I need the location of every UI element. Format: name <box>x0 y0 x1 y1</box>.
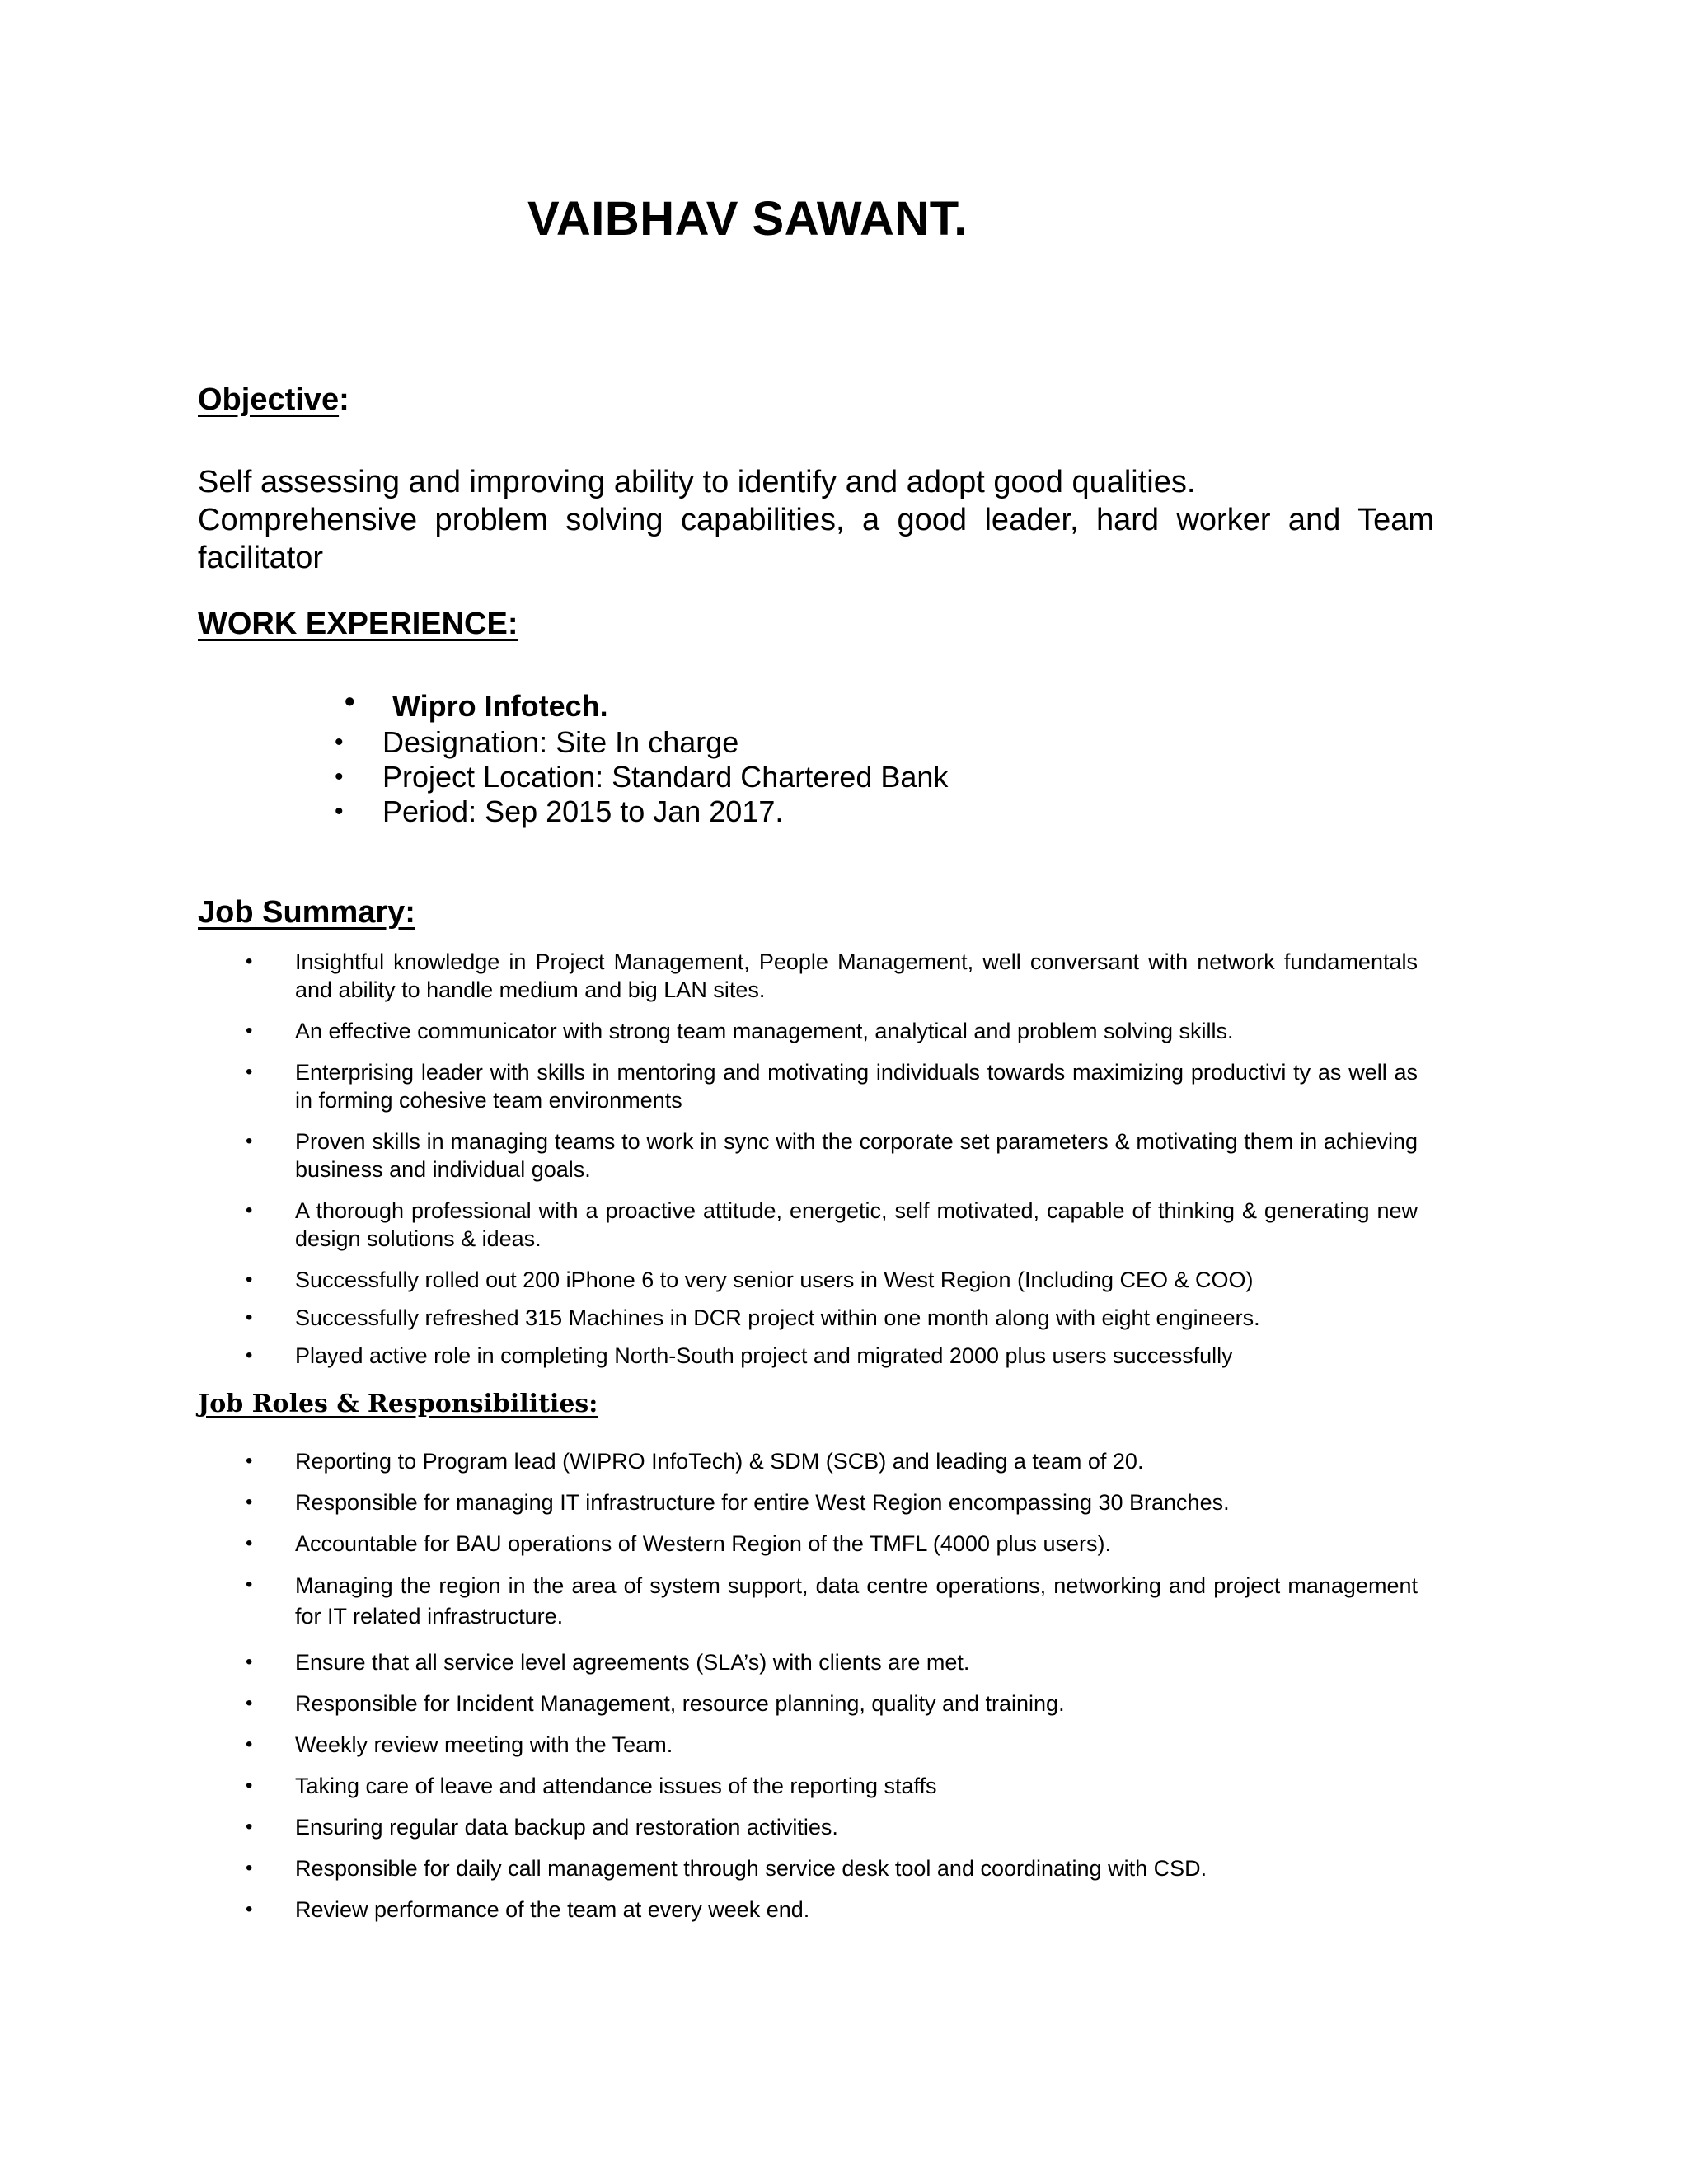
list-item <box>239 1447 1418 1475</box>
list-item <box>330 794 1154 829</box>
list-item <box>239 1304 1418 1332</box>
list-item <box>239 948 1418 1004</box>
bullet-icon: • <box>246 1450 253 1472</box>
list-item <box>330 684 1154 724</box>
list-item-text: Reporting to Program lead (WIPRO InfoTech) & SDM (SCB) and leading a team of 20. <box>295 1449 1144 1474</box>
bullet-icon: • <box>246 1130 253 1152</box>
job-summary-heading-label: Job Summary: <box>198 895 415 930</box>
list-item <box>239 1266 1418 1294</box>
job-summary-heading <box>198 895 415 930</box>
project-location: Project Location: Standard Chartered Bank <box>382 760 949 794</box>
objective-heading-label: Objective <box>198 382 340 417</box>
bullet-icon: • <box>246 950 253 972</box>
list-item-text: Enterprising leader with skills in mentoring and motivating individuals towards maximizing productivi ty as well as in forming cohesive team environments <box>295 1060 1418 1113</box>
bullet-icon: • <box>246 1061 253 1083</box>
bullet-icon: • <box>335 763 344 790</box>
list-item <box>239 1813 1418 1841</box>
objective-heading-colon: : <box>339 382 349 417</box>
list-item <box>239 1648 1418 1676</box>
designation: Designation: Site In charge <box>382 725 739 759</box>
list-item <box>239 1197 1418 1253</box>
list-item <box>239 1731 1418 1759</box>
bullet-icon: • <box>246 1199 253 1221</box>
list-item <box>239 1896 1418 1924</box>
list-item-text: Responsible for daily call management through service desk tool and coordinating with CSD. <box>295 1856 1207 1881</box>
bullet-icon: • <box>246 1344 253 1366</box>
list-item <box>330 760 1154 794</box>
list-item <box>239 1058 1418 1114</box>
objective-text <box>198 463 1434 577</box>
list-item-text: Successfully refreshed 315 Machines in DCR project within one month along with eight engineers. <box>295 1305 1260 1330</box>
bullet-icon: • <box>335 729 344 756</box>
list-item-text: Accountable for BAU operations of Western Region of the TMFL (4000 plus users). <box>295 1531 1112 1556</box>
objective-line-3: facilitator <box>198 541 324 575</box>
list-item-text: An effective communicator with strong team management, analytical and problem solving skills. <box>295 1019 1234 1043</box>
list-item <box>330 725 1154 760</box>
list-item-text: Responsible for Incident Management, resource planning, quality and training. <box>295 1691 1065 1716</box>
list-item-text: Review performance of the team at every week end. <box>295 1897 810 1922</box>
bullet-icon: • <box>246 1816 253 1838</box>
objective-heading <box>198 382 349 418</box>
bullet-icon: • <box>345 684 355 718</box>
bullet-icon: • <box>246 1306 253 1329</box>
list-item <box>239 1127 1418 1183</box>
bullet-icon: • <box>246 1898 253 1920</box>
list-item-text: Weekly review meeting with the Team. <box>295 1732 673 1757</box>
bullet-icon: • <box>246 1857 253 1879</box>
list-item <box>239 1772 1418 1800</box>
work-experience-heading-label: WORK EXPERIENCE: <box>198 607 518 641</box>
list-item-text: Managing the region in the area of system support, data centre operations, networking and project management for IT related infrastructure. <box>295 1573 1418 1629</box>
bullet-icon: • <box>246 1573 253 1596</box>
candidate-name: VAIBHAV SAWANT. <box>528 192 968 246</box>
list-item-text: Taking care of leave and attendance issues of the reporting staffs <box>295 1774 937 1798</box>
period: Period: Sep 2015 to Jan 2017. <box>382 794 784 828</box>
bullet-icon: • <box>246 1774 253 1797</box>
job-roles-list <box>239 1447 1418 1937</box>
bullet-icon: • <box>246 1532 253 1554</box>
bullet-icon: • <box>246 1692 253 1714</box>
work-experience-list <box>330 684 1154 829</box>
list-item <box>239 1854 1418 1882</box>
list-item-text: Proven skills in managing teams to work in sync with the corporate set parameters & motivating them in achieving business and individual goals. <box>295 1129 1418 1182</box>
bullet-icon: • <box>335 798 344 825</box>
bullet-icon: • <box>246 1268 253 1291</box>
job-roles-heading: Job Roles & Responsibilities: <box>198 1390 598 1418</box>
objective-line-2: Comprehensive problem solving capabilities, a good leader, hard worker and Team <box>198 503 1434 537</box>
company-name: Wipro Infotech. <box>392 689 608 723</box>
bullet-icon: • <box>246 1733 253 1755</box>
list-item <box>239 1488 1418 1516</box>
list-item-text: Ensure that all service level agreements (SLA’s) with clients are met. <box>295 1650 970 1675</box>
list-item-text: Insightful knowledge in Project Management, People Management, well conversant with network fundamentals and ability to handle medium and big LAN sites. <box>295 949 1418 1002</box>
list-item-text: Successfully rolled out 200 iPhone 6 to very senior users in West Region (Including CEO & COO) <box>295 1268 1254 1292</box>
list-item-text: Responsible for managing IT infrastructure for entire West Region encompassing 30 Branches. <box>295 1490 1230 1515</box>
job-summary-list <box>239 948 1418 1380</box>
list-item <box>239 1530 1418 1558</box>
list-item-text: Ensuring regular data backup and restoration activities. <box>295 1815 838 1840</box>
bullet-icon: • <box>246 1491 253 1513</box>
list-item-text: Played active role in completing North-South project and migrated 2000 plus users successfully <box>295 1343 1233 1368</box>
bullet-icon: • <box>246 1019 253 1042</box>
bullet-icon: • <box>246 1651 253 1673</box>
list-item <box>239 1690 1418 1718</box>
list-item <box>239 1571 1418 1632</box>
objective-line-1: Self assessing and improving ability to identify and adopt good qualities. <box>198 465 1196 499</box>
work-experience-heading <box>198 607 518 642</box>
list-item <box>239 1017 1418 1045</box>
list-item-text: A thorough professional with a proactive attitude, energetic, self motivated, capable of thinking & generating new design solutions & ideas. <box>295 1198 1418 1251</box>
list-item <box>239 1342 1418 1370</box>
